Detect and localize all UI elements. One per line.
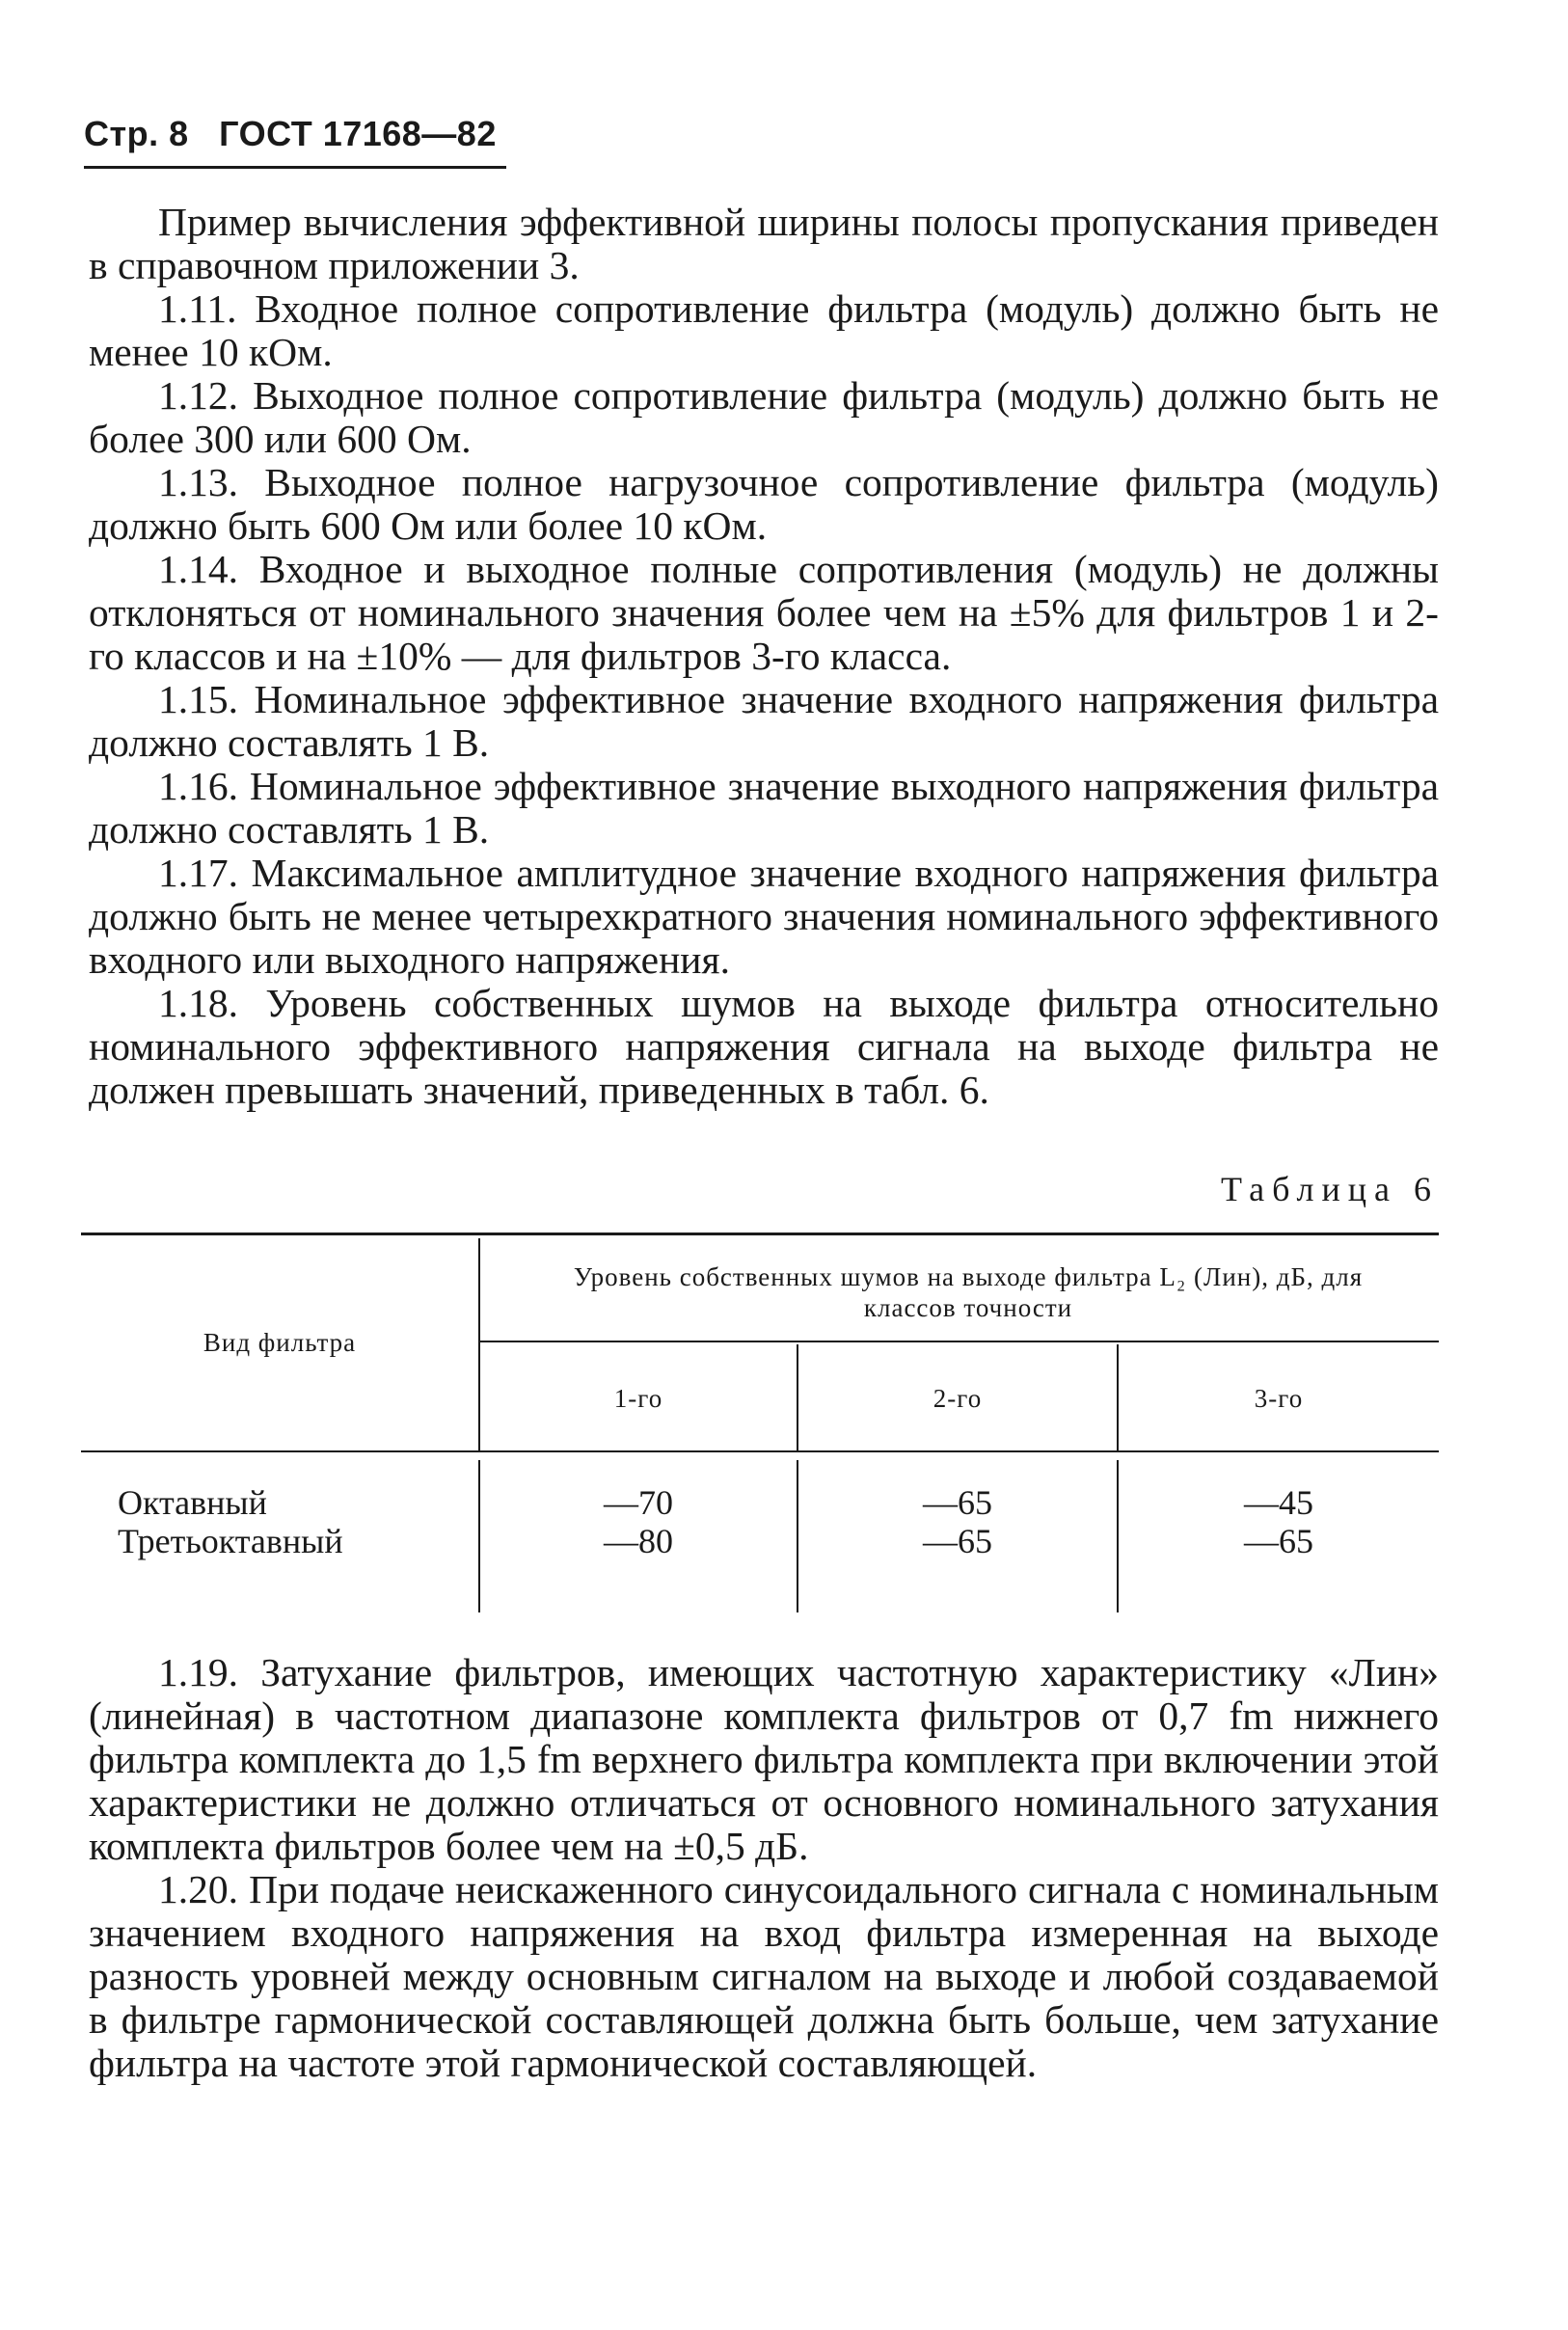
table-top-rule xyxy=(81,1233,1439,1235)
noise-level-table xyxy=(81,1233,1439,1618)
table-cell: —65 xyxy=(1244,1522,1313,1560)
column-group-header: Уровень собственных шумов на выходе фильтра L₂ (Лин), дБ, для классов точности xyxy=(573,1262,1364,1322)
paragraph-1-11: 1.11. Входное полное сопротивление фильтра (модуль) должно быть не менее 10 кОм. xyxy=(89,286,1439,374)
paragraph-1-20: 1.20. При подаче неискаженного синусоидального сигнала с номинальным значением входного напряжения на вход фильтра измеренная на выходе разность уровней между основным сигналом на выходе и любой создаваемой в фильтре гармонической составляющей должна быть больше, чем затухание фильтра на частоте этой гармонической составляющей. xyxy=(89,1867,1439,2085)
header-rule xyxy=(84,166,506,169)
page-number: Стр. 8 xyxy=(84,114,189,153)
table-col-divider-0 xyxy=(478,1238,480,1450)
body-text xyxy=(89,201,1439,1112)
page-header xyxy=(84,114,497,154)
table-cell: —65 xyxy=(923,1522,992,1560)
column-header-class-2: 2-го xyxy=(933,1384,983,1413)
paragraph-1-19: 1.19. Затухание фильтров, имеющих частотную характеристику «Лин» (линейная) в частотном диапазоне комплекта фильтров от 0,7 fm нижнего фильтра комплекта до 1,5 fm верхнего фильтра комплекта при включении этой характеристики не должно отличаться от основного номинального затухания комплекта фильтров более чем на ±0,5 дБ. xyxy=(89,1650,1439,1868)
column-header-class-1: 1-го xyxy=(613,1384,663,1413)
paragraph-1-14: 1.14. Входное и выходное полные сопротивления (модуль) не должны отклоняться от номинального значения более чем на ±5% для фильтров 1 и 2-го классов и на ±10% — для фильтров 3-го класса. xyxy=(89,547,1439,678)
table-cell: —45 xyxy=(1244,1483,1313,1522)
table-header-rule xyxy=(81,1450,1439,1452)
row-label-octave: Октавный xyxy=(118,1483,267,1522)
paragraph-1-18: 1.18. Уровень собственных шумов на выходе фильтра относительно номинального эффективного напряжения сигнала на выходе фильтра не должен превышать значений, приведенных в табл. 6. xyxy=(89,981,1439,1112)
table-cell: —65 xyxy=(923,1483,992,1522)
paragraph-1-17: 1.17. Максимальное амплитудное значение входного напряжения фильтра должно быть не менее четырехкратного значения номинального эффективного входного или выходного напряжения. xyxy=(89,851,1439,982)
column-header-filter-type: Вид фильтра xyxy=(203,1328,357,1357)
lower-body-text xyxy=(89,1651,1439,2085)
table-cell: —80 xyxy=(604,1522,673,1560)
paragraph-1-12: 1.12. Выходное полное сопротивление фильтра (модуль) должно быть не более 300 или 600 Ом. xyxy=(89,373,1439,461)
paragraph-1-15: 1.15. Номинальное эффективное значение входного напряжения фильтра должно составлять 1 В. xyxy=(89,677,1439,765)
document-code: ГОСТ 17168—82 xyxy=(219,114,497,153)
table-caption: Таблица 6 xyxy=(1221,1170,1439,1208)
row-label-third-octave: Третьоктавный xyxy=(118,1522,343,1560)
table-group-rule xyxy=(480,1341,1439,1342)
paragraph: Пример вычисления эффективной ширины полосы пропускания приведен в справочном приложении 3. xyxy=(89,200,1439,287)
column-header-class-3: 3-го xyxy=(1254,1384,1304,1413)
paragraph-1-13: 1.13. Выходное полное нагрузочное сопротивление фильтра (модуль) должно быть 600 Ом или более 10 кОм. xyxy=(89,460,1439,548)
paragraph-1-16: 1.16. Номинальное эффективное значение выходного напряжения фильтра должно составлять 1 В. xyxy=(89,764,1439,852)
table-cell: —70 xyxy=(604,1483,673,1522)
